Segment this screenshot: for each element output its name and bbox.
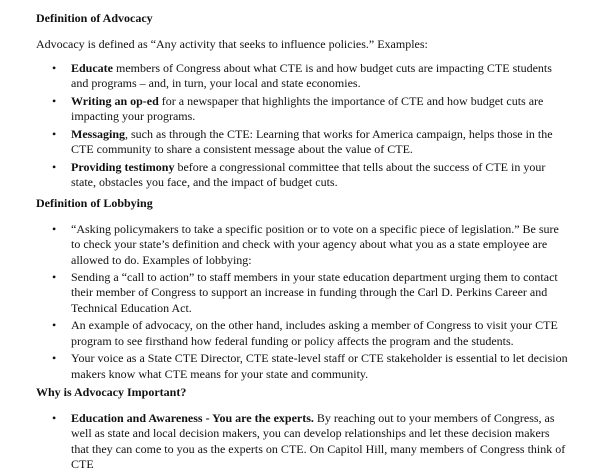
- item-text: “Asking policymakers to take a specific position or to vote on a specific piece of legislation.” Be sure to check your state’s definition and check with your agency about what you as a state employee are allowed to do. Examples of lobbying:: [71, 222, 559, 267]
- item-lead: Providing testimony: [71, 159, 175, 174]
- bullet-icon: •: [52, 159, 57, 174]
- lobbying-examples-list: [0, 222, 569, 384]
- bullet-icon: •: [52, 318, 57, 333]
- item-lead: Education and Awareness - You are the experts.: [71, 411, 314, 425]
- item-text: members of Congress about what CTE is and how budget cuts are impacting CTE students and programs – and, in turn, your local and state economies.: [71, 61, 552, 91]
- item-text: , such as through the CTE: Learning that works for America campaign, helps those in the CTE community to share a consistent message about the value of CTE.: [71, 126, 553, 157]
- bullet-icon: •: [52, 61, 57, 75]
- why-advocacy-list: [0, 411, 569, 474]
- item-text: An example of advocacy, on the other hand, includes asking a member of Congress to visit your CTE program to see firsthand how federal funding or policy affects the program and the students.: [71, 318, 558, 348]
- advocacy-intro: Advocacy is defined as “Any activity that seeks to influence policies.” Examples:: [36, 37, 428, 51]
- bullet-icon: •: [52, 93, 57, 108]
- list-item: [0, 61, 569, 92]
- bullet-icon: •: [52, 126, 57, 141]
- bullet-icon: •: [52, 222, 57, 236]
- bullet-icon: •: [52, 411, 57, 425]
- item-text: for a newspaper that highlights the importance of CTE and how budget cuts are impacting your programs.: [71, 93, 544, 124]
- item-text: By reaching out to your members of Congress, as well as state and local decision makers, you can develop relationships and let these decision makers that they can come to you as the experts on CTE. On Capitol Hill, many members of Congress think of CTE: [71, 411, 566, 471]
- item-text: Your voice as a State CTE Director, CTE state-level staff or CTE stakeholder is essential to let decision makers know what CTE means for your state and community.: [71, 351, 568, 381]
- bullet-icon: •: [52, 351, 57, 366]
- list-item: [0, 270, 569, 316]
- list-item: [0, 318, 569, 349]
- list-item: [0, 160, 569, 191]
- item-lead: Writing an op-ed: [71, 93, 159, 108]
- list-item: [0, 94, 569, 125]
- list-item: [0, 351, 569, 382]
- section-heading-advocacy: Definition of Advocacy: [36, 11, 153, 25]
- list-item: [0, 127, 569, 158]
- item-lead: Educate: [71, 61, 113, 75]
- advocacy-examples-list: [0, 61, 569, 193]
- bullet-icon: •: [52, 270, 57, 285]
- item-lead: Messaging: [71, 126, 125, 141]
- list-item: [0, 411, 569, 472]
- item-text: Sending a “call to action” to staff members in your state education department urging them to contact their member of Congress to support an increase in funding through the Carl D. Perkins Career and Technical Education Act.: [71, 270, 558, 315]
- section-heading-why-advocacy: Why is Advocacy Important?: [36, 385, 187, 399]
- section-heading-lobbying: Definition of Lobbying: [36, 196, 153, 210]
- list-item: [0, 222, 569, 268]
- item-text: before a congressional committee that tells about the success of CTE in your state, obstacles you face, and the impact of budget cuts.: [71, 159, 546, 189]
